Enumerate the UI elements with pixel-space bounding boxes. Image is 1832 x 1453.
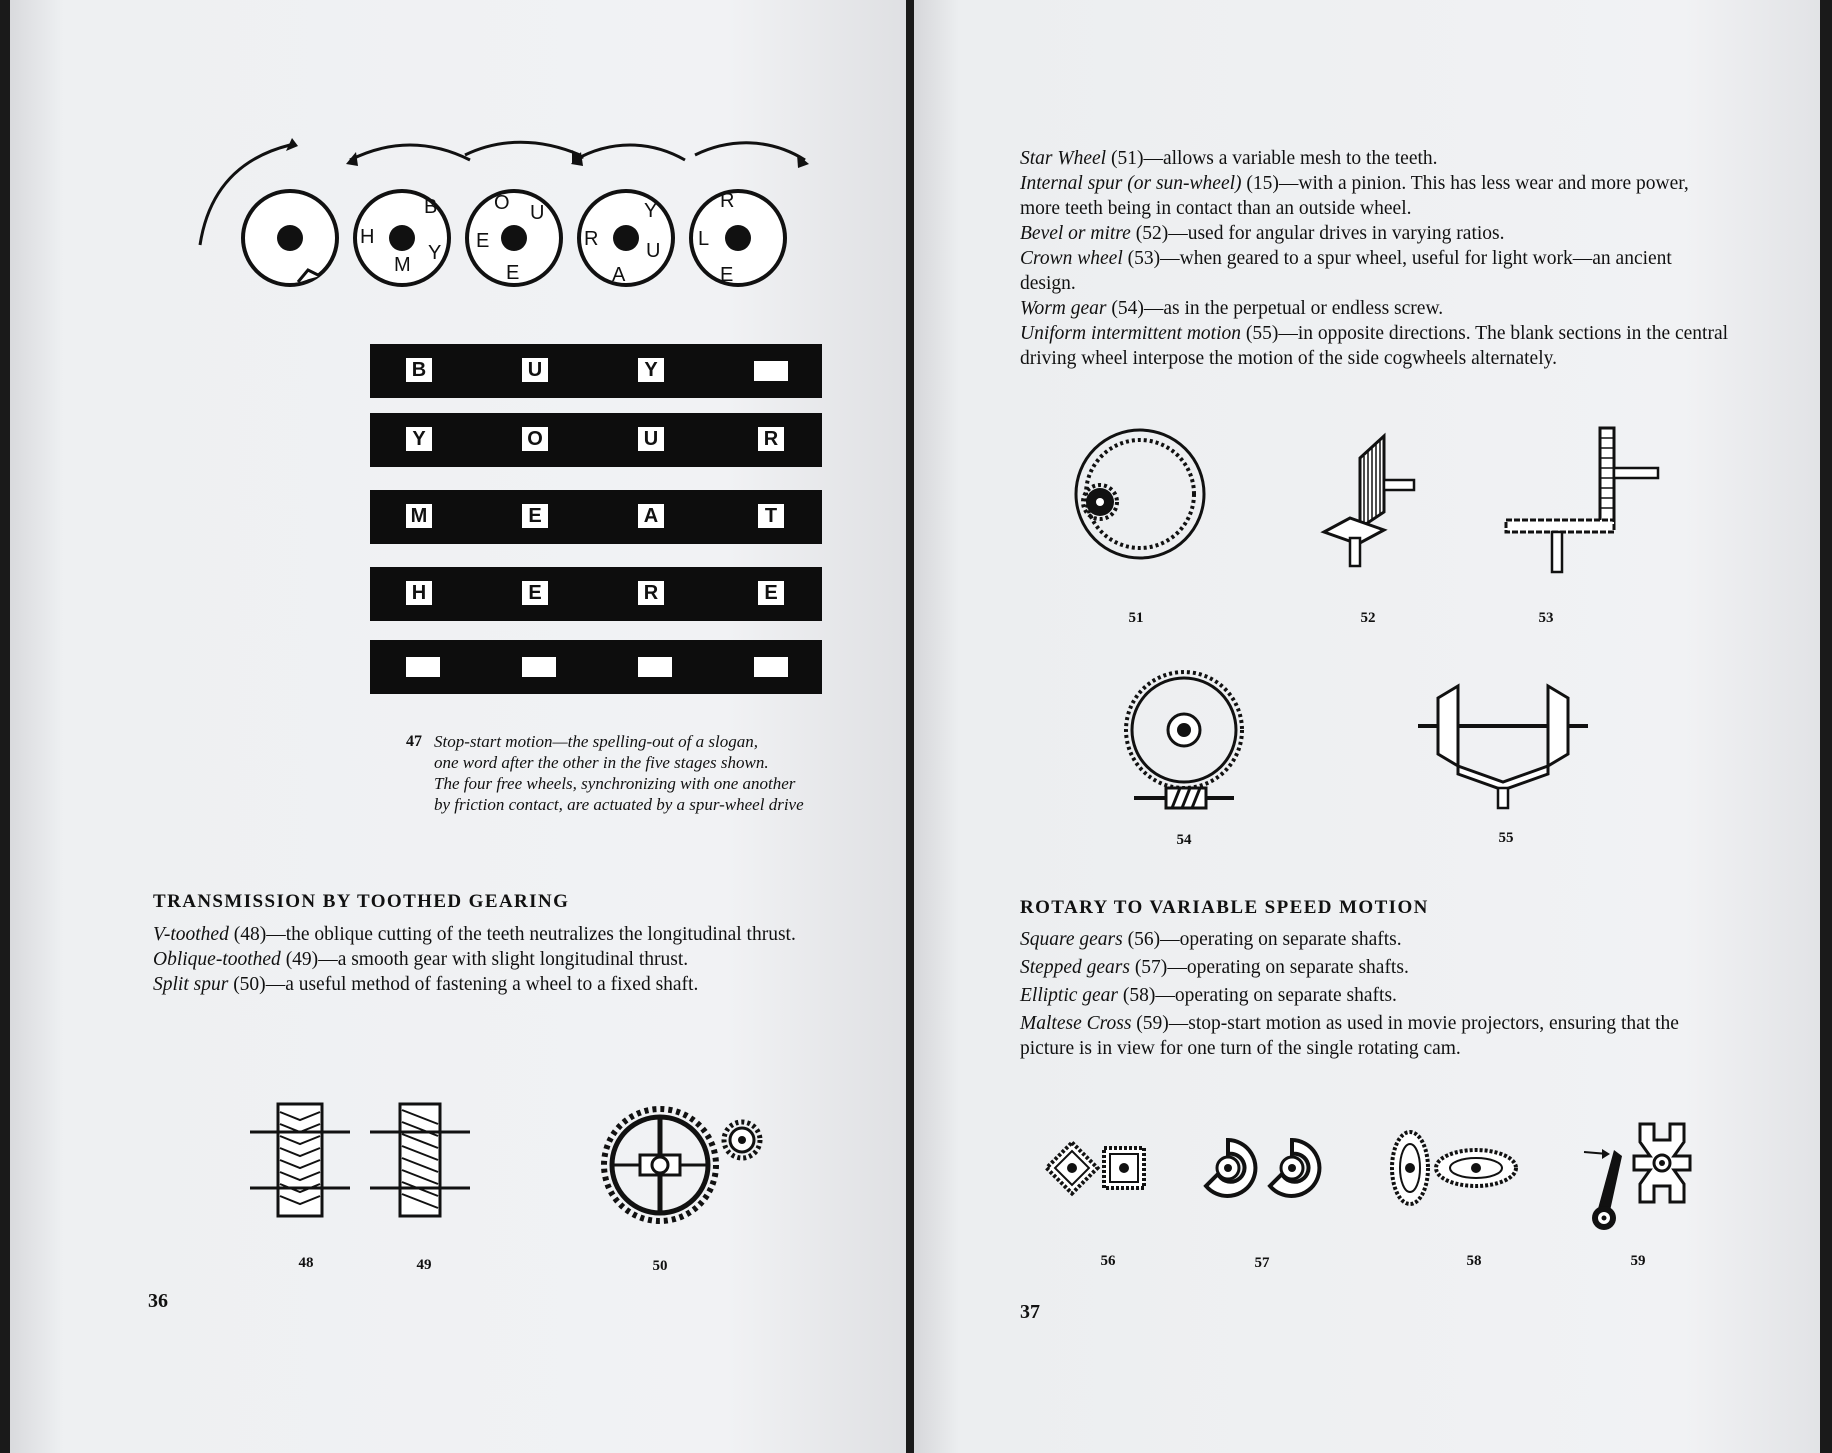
entry [1020,246,1730,296]
entry [1020,927,1730,952]
entry [1020,296,1730,321]
caption-line: The four free wheels, synchronizing with one another [434,774,796,793]
section-heading: TRANSMISSION BY TOOTHED GEARING [153,891,570,912]
entry-list [153,922,833,997]
strip-blank [754,657,788,677]
entry-text: —a useful method of fastening a wheel to a fixed shaft. [265,974,699,995]
entry [153,922,833,947]
entry-number: (15) [1246,173,1279,194]
entry [1020,1011,1730,1061]
entry-number: (48) [233,924,267,945]
entry-term: Oblique-toothed [153,949,281,970]
slogan-strip [370,640,822,694]
caption-line: one word after the other in the five stages shown. [434,753,769,772]
figure-label: 54 [1176,832,1192,848]
entry-number: (50) [233,974,266,995]
strip-letter: U [638,427,664,451]
page-number: 37 [1020,1301,1040,1323]
strip-blank [754,361,788,381]
entry-number: (59) [1136,1013,1169,1034]
strip-letter: B [406,358,432,382]
entry-term: Bevel or mitre [1020,223,1131,244]
slogan-strip [370,567,822,621]
figure-58-elliptic-gear [1390,1128,1520,1208]
entry [1020,146,1730,171]
entry-list [1020,146,1730,371]
figure-59-maltese-cross [1574,1112,1704,1242]
entry-term: Stepped gears [1020,957,1130,978]
entry-term: Crown wheel [1020,248,1123,269]
strip-letter: E [758,581,784,605]
slogan-strip [370,490,822,544]
entry-term: V-toothed [153,924,229,945]
slogan-strip [370,344,822,398]
page-number: 36 [148,1290,168,1312]
wheel-letter: E [506,262,520,284]
caption-line: by friction contact, are actuated by a spur-wheel drive [434,795,804,814]
entry-number: (53) [1127,248,1161,269]
entry-term: Maltese Cross [1020,1013,1132,1034]
figure-label: 51 [1128,610,1144,626]
strip-letter: O [522,427,548,451]
entry-term: Square gears [1020,929,1123,950]
entry-term: Elliptic gear [1020,985,1119,1006]
entry-list [1020,927,1730,1061]
strip-letter: Y [406,427,432,451]
entry [1020,983,1730,1008]
strip-letter: E [522,581,548,605]
entry-text: —stop-start motion as used in movie projectors, ensuring that the picture is in view for one turn of the single rotating cam. [1020,1013,1679,1059]
wheel-letter: R [584,228,599,250]
figure-52-bevel-gear [1310,428,1430,568]
wheel-letter: Y [428,242,442,264]
figure-label: 52 [1360,610,1376,626]
figure-48-v-toothed-gear [250,1100,350,1220]
entry-text: —a smooth gear with slight longitudinal thrust. [318,949,689,970]
figure-57-stepped-gears [1196,1134,1326,1204]
strip-letter: R [758,427,784,451]
strip-blank [522,657,556,677]
strip-letter: U [522,358,548,382]
figure-49-oblique-toothed-gear [370,1100,470,1220]
entry-number: (56) [1127,929,1161,950]
entry-text: —operating on separate shafts. [1167,957,1409,978]
entry-term: Worm gear [1020,298,1107,319]
entry-number: (54) [1111,298,1144,319]
wheel-letter: U [530,202,545,224]
entry-text: —with a pinion. This has less wear and more power, more teeth being in contact than an outside wheel. [1020,173,1689,219]
entry-text: —as in the perpetual or endless screw. [1143,298,1444,319]
entry-text: —operating on separate shafts. [1160,929,1402,950]
entry-text: —operating on separate shafts. [1155,985,1397,1006]
wheel-letter: E [476,230,490,252]
entry-term: Internal spur (or sun-wheel) [1020,173,1242,194]
wheel-letter: L [698,228,710,250]
entry-number: (49) [285,949,319,970]
section-heading: ROTARY TO VARIABLE SPEED MOTION [1020,897,1429,918]
figure-label: 53 [1538,610,1554,626]
figure-51-star-wheel [1070,424,1210,564]
entry-number: (51) [1110,148,1144,169]
figure-label: 48 [298,1255,314,1271]
wheel-letter: B [424,196,438,218]
entry-number: (57) [1134,957,1168,978]
wheel-letter: R [720,190,735,212]
wheel-letter: H [360,226,375,248]
entry-text: —in opposite directions. The blank sections in the central driving wheel interpose the motion of the side cogwheels alternately. [1020,323,1729,369]
right-page [914,0,1820,1453]
figure-label: 57 [1254,1255,1270,1271]
caption-number: 47 [406,733,422,750]
strip-blank [638,657,672,677]
figure-55-intermittent-motion [1418,678,1588,808]
wheel-letter: M [394,254,411,276]
strip-letter: Y [638,358,664,382]
strip-letter: H [406,581,432,605]
figure-label: 55 [1498,830,1514,846]
wheel-letter: O [494,192,510,214]
figure-53-crown-wheel [1504,424,1664,584]
strip-letter: M [406,504,432,528]
entry [1020,321,1730,371]
wheel-letter: A [612,264,626,286]
entry-text: —allows a variable mesh to the teeth. [1143,148,1438,169]
entry-text: —used for angular drives in varying ratios. [1168,223,1505,244]
entry-text: —the oblique cutting of the teeth neutralizes the longitudinal thrust. [266,924,796,945]
wheel-letter: Y [644,200,658,222]
strip-letter: A [638,504,664,528]
entry [1020,221,1730,246]
left-page [10,0,906,1453]
figure-label: 59 [1630,1253,1646,1269]
figure-label: 50 [652,1258,668,1274]
wheel-letter: E [720,264,734,286]
entry-number: (55) [1245,323,1279,344]
figure-56-square-gears [1042,1138,1152,1198]
entry [153,947,833,972]
wheel-letters [180,130,820,300]
caption-line: Stop-start motion—the spelling-out of a slogan, [434,732,758,751]
entry-term: Uniform intermittent motion [1020,323,1241,344]
strip-letter: T [758,504,784,528]
entry-number: (58) [1122,985,1156,1006]
figure-caption [434,731,894,815]
figure-label: 58 [1466,1253,1482,1269]
strip-blank [406,657,440,677]
figure-54-worm-gear [1114,668,1254,818]
entry [153,972,833,997]
wheel-letter: U [646,240,661,262]
strip-letter: R [638,581,664,605]
figure-label: 49 [416,1257,432,1273]
figure-label: 56 [1100,1253,1116,1269]
entry-term: Star Wheel [1020,148,1107,169]
entry-number: (52) [1135,223,1169,244]
strip-letter: E [522,504,548,528]
figure-50-split-spur-gear [600,1100,780,1230]
slogan-strip [370,413,822,467]
entry [1020,955,1730,980]
entry-text: —when geared to a spur wheel, useful for light work—an ancient design. [1020,248,1672,294]
entry [1020,171,1730,221]
entry-term: Split spur [153,974,229,995]
